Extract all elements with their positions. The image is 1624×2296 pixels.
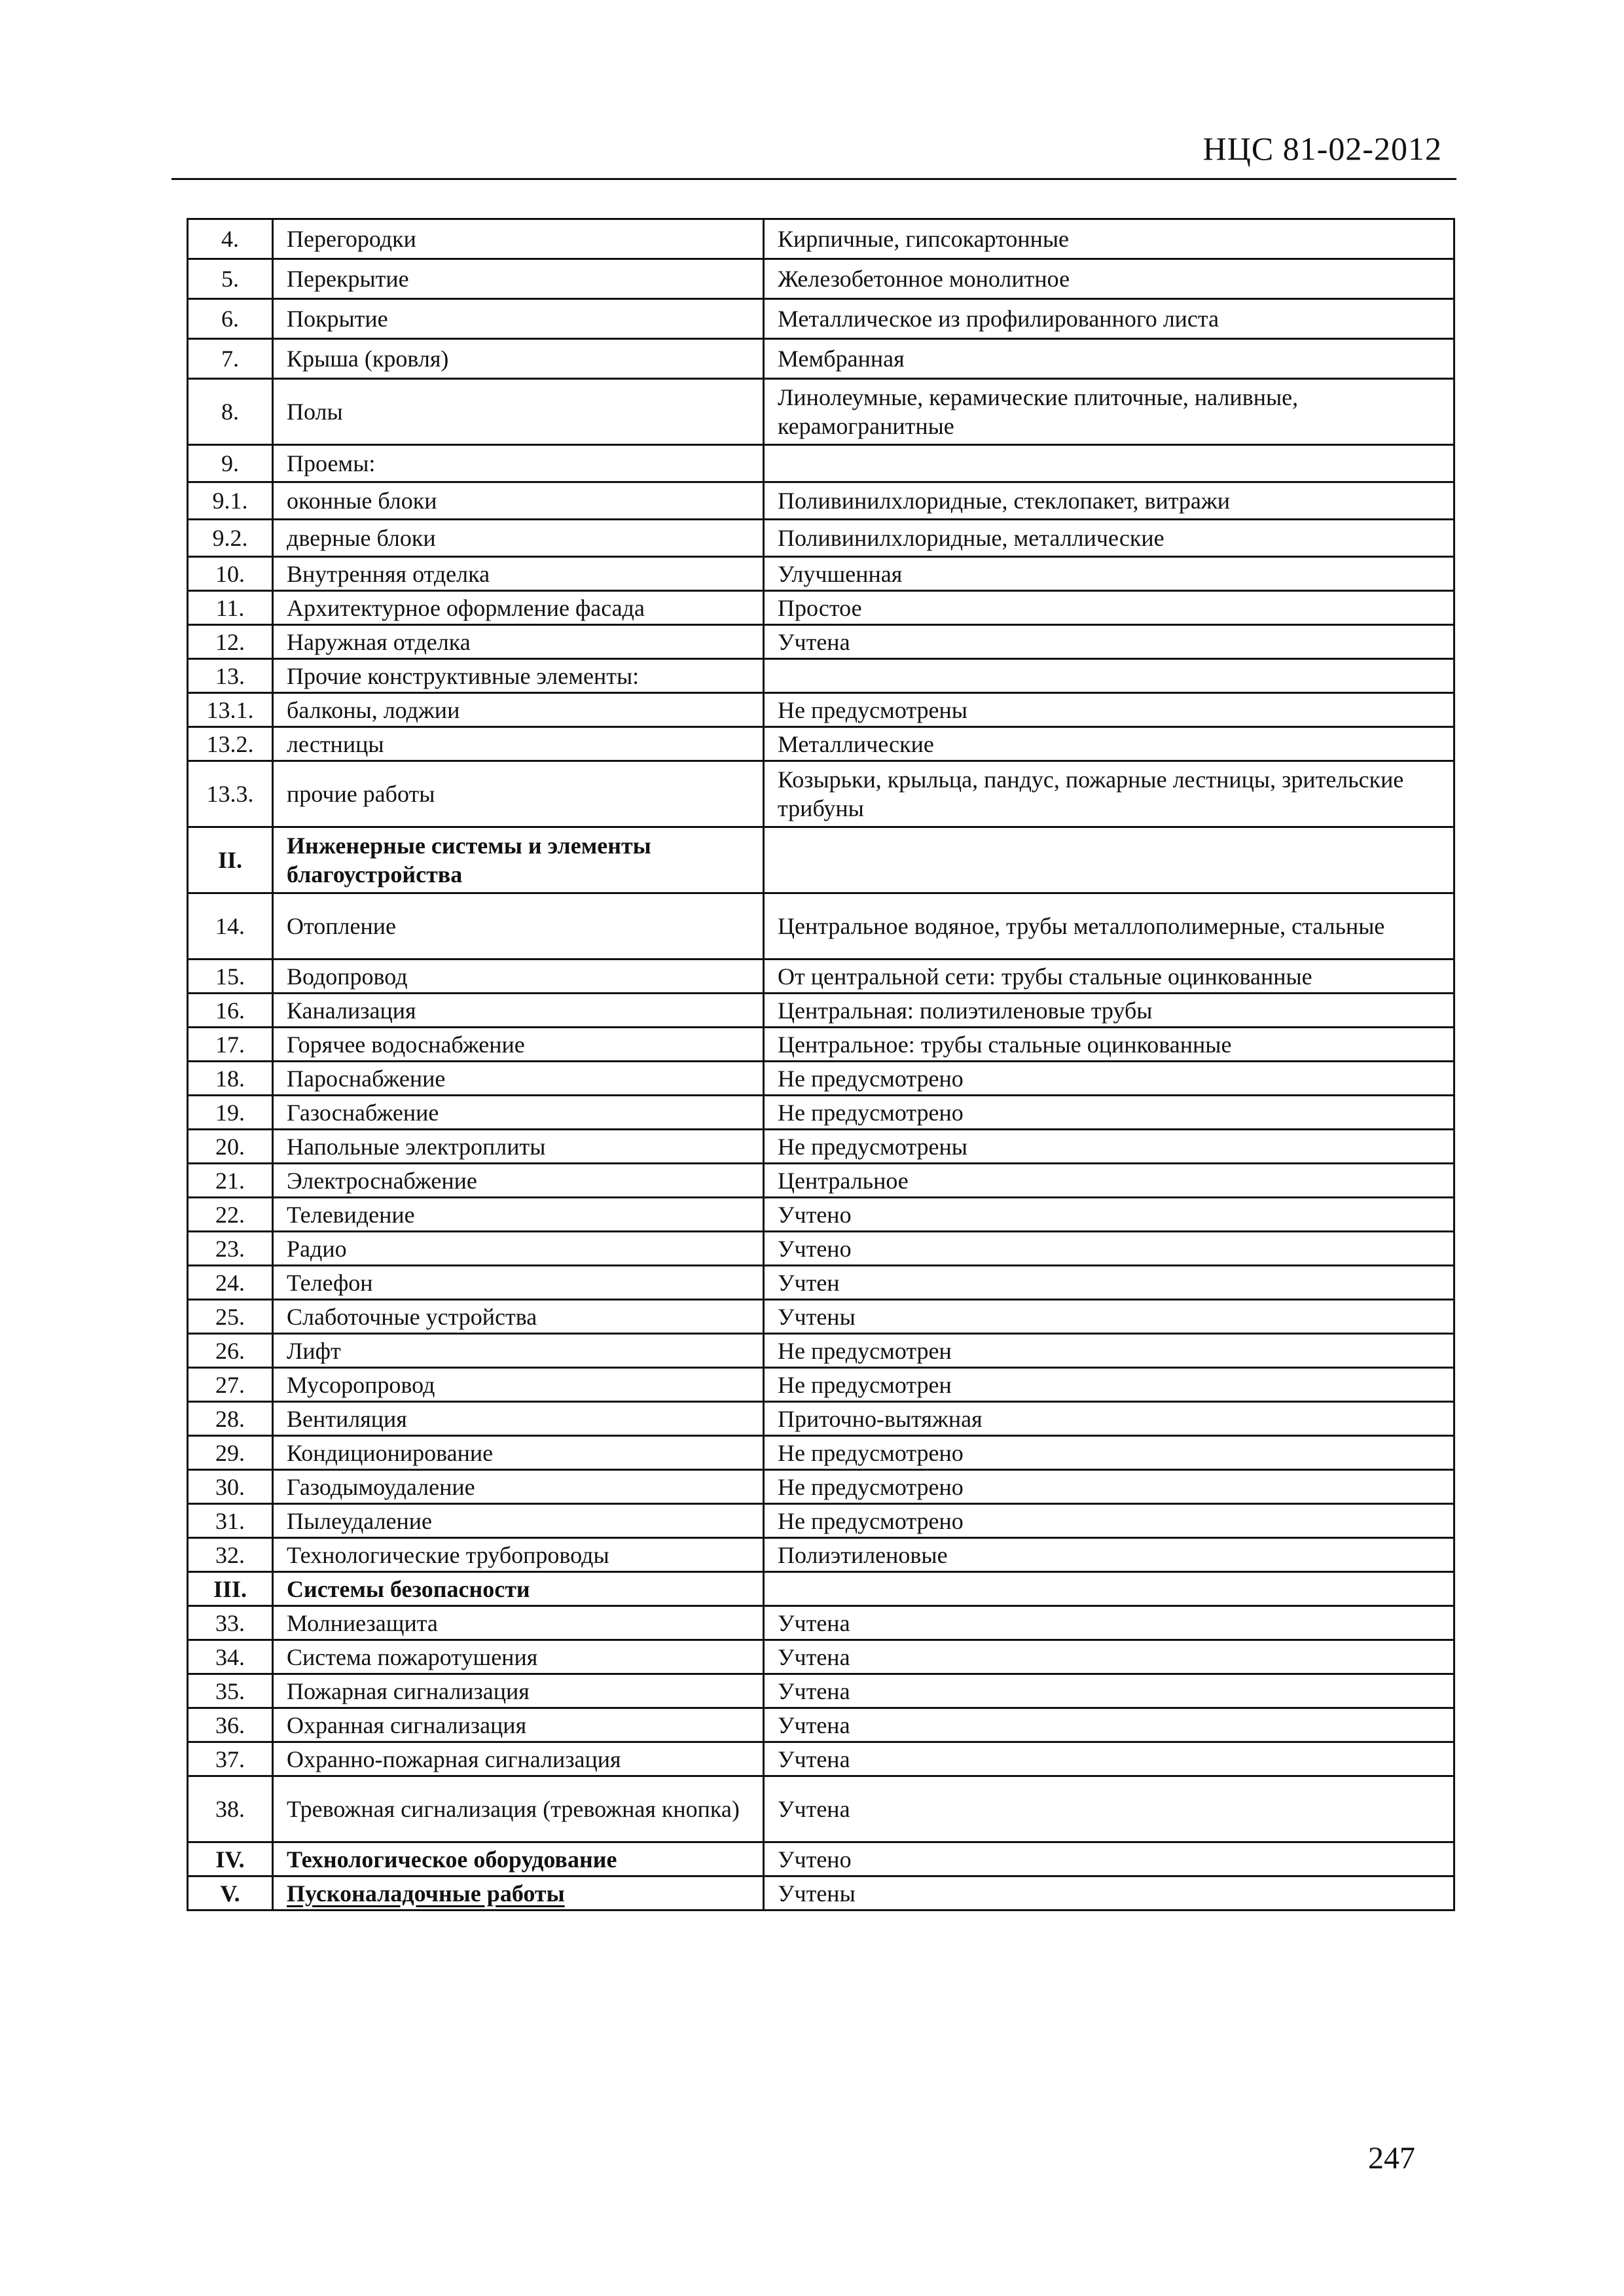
row-name: балконы, лоджии	[273, 693, 764, 727]
row-value: Не предусмотрено	[764, 1504, 1454, 1538]
specification-table	[187, 218, 1455, 1911]
row-name: Полы	[273, 379, 764, 445]
row-value: Не предусмотрено	[764, 1096, 1454, 1130]
row-name: Проемы:	[273, 445, 764, 482]
row-name: Напольные электроплиты	[273, 1130, 764, 1164]
table-row	[188, 1266, 1454, 1300]
row-name: Газодымоудаление	[273, 1470, 764, 1504]
row-name: Кондиционирование	[273, 1436, 764, 1470]
row-name: Покрытие	[273, 299, 764, 339]
row-number: 22.	[188, 1198, 273, 1232]
table-row	[188, 1606, 1454, 1640]
table-row	[188, 259, 1454, 299]
row-number: 9.1.	[188, 482, 273, 520]
row-name: Пылеудаление	[273, 1504, 764, 1538]
row-name: Прочие конструктивные элементы:	[273, 659, 764, 693]
table-row	[188, 1334, 1454, 1368]
row-name: Пусконаладочные работы	[273, 1876, 764, 1910]
table-row	[188, 482, 1454, 520]
row-value: Учтено	[764, 1232, 1454, 1266]
row-value: Центральная: полиэтиленовые трубы	[764, 994, 1454, 1028]
row-value: Учтена	[764, 1674, 1454, 1708]
row-name: Телефон	[273, 1266, 764, 1300]
row-number: III.	[188, 1572, 273, 1606]
row-value: Линолеумные, керамические плиточные, наливные, керамогранитные	[764, 379, 1454, 445]
row-value: От центральной сети: трубы стальные оцинкованные	[764, 960, 1454, 994]
row-value: Учтена	[764, 1606, 1454, 1640]
page-number: 247	[1368, 2141, 1415, 2176]
row-number: 12.	[188, 625, 273, 659]
row-number: 36.	[188, 1708, 273, 1742]
table-row	[188, 761, 1454, 827]
row-number: 17.	[188, 1028, 273, 1062]
table-row	[188, 1708, 1454, 1742]
table-row	[188, 1232, 1454, 1266]
table-row	[188, 1130, 1454, 1164]
row-number: 6.	[188, 299, 273, 339]
table-row	[188, 1842, 1454, 1876]
row-number: 29.	[188, 1436, 273, 1470]
row-value: Учтена	[764, 625, 1454, 659]
table-row	[188, 625, 1454, 659]
table-row	[188, 1674, 1454, 1708]
row-value: Учтена	[764, 1708, 1454, 1742]
row-value: Центральное	[764, 1164, 1454, 1198]
row-value: Учтена	[764, 1776, 1454, 1842]
row-value	[764, 1572, 1454, 1606]
row-name: Телевидение	[273, 1198, 764, 1232]
row-name: Радио	[273, 1232, 764, 1266]
table-row	[188, 1876, 1454, 1910]
row-name: оконные блоки	[273, 482, 764, 520]
row-number: 33.	[188, 1606, 273, 1640]
row-value: Не предусмотрены	[764, 1130, 1454, 1164]
row-number: 24.	[188, 1266, 273, 1300]
row-name: Электроснабжение	[273, 1164, 764, 1198]
row-value: Простое	[764, 591, 1454, 625]
row-number: 27.	[188, 1368, 273, 1402]
row-number: 23.	[188, 1232, 273, 1266]
row-value: Мембранная	[764, 339, 1454, 379]
row-name: Молниезащита	[273, 1606, 764, 1640]
table-row	[188, 1368, 1454, 1402]
table-row	[188, 1028, 1454, 1062]
row-name: Внутренняя отделка	[273, 557, 764, 591]
row-number: 26.	[188, 1334, 273, 1368]
row-number: 13.1.	[188, 693, 273, 727]
table-row	[188, 893, 1454, 960]
table-row	[188, 591, 1454, 625]
row-name: Тревожная сигнализация (тревожная кнопка)	[273, 1776, 764, 1842]
row-name: Система пожаротушения	[273, 1640, 764, 1674]
row-number: 21.	[188, 1164, 273, 1198]
row-value: Центральное водяное, трубы металлополимерные, стальные	[764, 893, 1454, 960]
row-value: Не предусмотрен	[764, 1334, 1454, 1368]
row-value: Учтена	[764, 1742, 1454, 1776]
table-row	[188, 1776, 1454, 1842]
table-row	[188, 994, 1454, 1028]
row-value: Металлические	[764, 727, 1454, 761]
row-value: Учтен	[764, 1266, 1454, 1300]
row-number: 7.	[188, 339, 273, 379]
table-row	[188, 659, 1454, 693]
table-row	[188, 727, 1454, 761]
row-value	[764, 827, 1454, 893]
row-name: Архитектурное оформление фасада	[273, 591, 764, 625]
table-row	[188, 1436, 1454, 1470]
specification-table-body	[188, 219, 1454, 1910]
header-divider	[171, 178, 1456, 180]
row-value: Учтено	[764, 1842, 1454, 1876]
row-value: Железобетонное монолитное	[764, 259, 1454, 299]
row-number: 5.	[188, 259, 273, 299]
row-number: 35.	[188, 1674, 273, 1708]
row-name: Наружная отделка	[273, 625, 764, 659]
row-name: Мусоропровод	[273, 1368, 764, 1402]
row-name: Перегородки	[273, 219, 764, 259]
table-row	[188, 1640, 1454, 1674]
row-value: Кирпичные, гипсокартонные	[764, 219, 1454, 259]
row-value: Учтено	[764, 1198, 1454, 1232]
row-value: Поливинилхлоридные, стеклопакет, витражи	[764, 482, 1454, 520]
row-value: Приточно-вытяжная	[764, 1402, 1454, 1436]
row-number: 9.	[188, 445, 273, 482]
row-number: 32.	[188, 1538, 273, 1572]
row-name: Водопровод	[273, 960, 764, 994]
row-value	[764, 445, 1454, 482]
table-row	[188, 1402, 1454, 1436]
row-name: Охранная сигнализация	[273, 1708, 764, 1742]
row-name: Системы безопасности	[273, 1572, 764, 1606]
table-row	[188, 960, 1454, 994]
row-number: IV.	[188, 1842, 273, 1876]
row-name: Слаботочные устройства	[273, 1300, 764, 1334]
row-name: Инженерные системы и элементы благоустройства	[273, 827, 764, 893]
row-number: II.	[188, 827, 273, 893]
table-row	[188, 339, 1454, 379]
document-code: НЦС 81-02-2012	[1202, 130, 1442, 167]
row-number: 30.	[188, 1470, 273, 1504]
row-value	[764, 659, 1454, 693]
row-name: Горячее водоснабжение	[273, 1028, 764, 1062]
row-name: Вентиляция	[273, 1402, 764, 1436]
row-number: 14.	[188, 893, 273, 960]
row-value: Не предусмотрены	[764, 693, 1454, 727]
row-name: дверные блоки	[273, 520, 764, 557]
table-row	[188, 520, 1454, 557]
row-number: 31.	[188, 1504, 273, 1538]
row-value: Не предусмотрено	[764, 1470, 1454, 1504]
row-number: 9.2.	[188, 520, 273, 557]
table-row	[188, 693, 1454, 727]
row-name: Перекрытие	[273, 259, 764, 299]
table-row	[188, 379, 1454, 445]
table-row	[188, 1470, 1454, 1504]
table-row	[188, 1504, 1454, 1538]
row-number: 25.	[188, 1300, 273, 1334]
table-row	[188, 1164, 1454, 1198]
row-name: Технологическое оборудование	[273, 1842, 764, 1876]
row-number: 10.	[188, 557, 273, 591]
table-row	[188, 557, 1454, 591]
row-number: 20.	[188, 1130, 273, 1164]
row-value: Не предусмотрено	[764, 1062, 1454, 1096]
row-number: 4.	[188, 219, 273, 259]
row-number: 13.3.	[188, 761, 273, 827]
row-value: Учтена	[764, 1640, 1454, 1674]
table-row	[188, 1742, 1454, 1776]
row-number: 19.	[188, 1096, 273, 1130]
row-name: Охранно-пожарная сигнализация	[273, 1742, 764, 1776]
row-name: Технологические трубопроводы	[273, 1538, 764, 1572]
table-row	[188, 299, 1454, 339]
row-name: Пожарная сигнализация	[273, 1674, 764, 1708]
row-value: Центральное: трубы стальные оцинкованные	[764, 1028, 1454, 1062]
row-name: прочие работы	[273, 761, 764, 827]
table-row	[188, 1300, 1454, 1334]
row-name: Крыша (кровля)	[273, 339, 764, 379]
row-number: 37.	[188, 1742, 273, 1776]
row-number: 34.	[188, 1640, 273, 1674]
table-row	[188, 1538, 1454, 1572]
row-number: 13.	[188, 659, 273, 693]
row-number: 38.	[188, 1776, 273, 1842]
row-value: Металлическое из профилированного листа	[764, 299, 1454, 339]
row-number: 13.2.	[188, 727, 273, 761]
row-number: 15.	[188, 960, 273, 994]
table-row	[188, 827, 1454, 893]
row-number: 18.	[188, 1062, 273, 1096]
row-name: Лифт	[273, 1334, 764, 1368]
row-number: 8.	[188, 379, 273, 445]
row-name: Газоснабжение	[273, 1096, 764, 1130]
row-value: Улучшенная	[764, 557, 1454, 591]
row-number: 16.	[188, 994, 273, 1028]
row-number: V.	[188, 1876, 273, 1910]
row-value: Полиэтиленовые	[764, 1538, 1454, 1572]
table-row	[188, 1198, 1454, 1232]
table-row	[188, 219, 1454, 259]
row-name: Канализация	[273, 994, 764, 1028]
table-row	[188, 1096, 1454, 1130]
row-value: Учтены	[764, 1300, 1454, 1334]
table-row	[188, 1062, 1454, 1096]
row-value: Козырьки, крыльца, пандус, пожарные лестницы, зрительские трибуны	[764, 761, 1454, 827]
row-value: Не предусмотрено	[764, 1436, 1454, 1470]
row-name: лестницы	[273, 727, 764, 761]
table-row	[188, 1572, 1454, 1606]
row-value: Не предусмотрен	[764, 1368, 1454, 1402]
row-name: Пароснабжение	[273, 1062, 764, 1096]
row-name: Отопление	[273, 893, 764, 960]
table-row	[188, 445, 1454, 482]
row-number: 11.	[188, 591, 273, 625]
row-value: Учтены	[764, 1876, 1454, 1910]
row-value: Поливинилхлоридные, металлические	[764, 520, 1454, 557]
row-number: 28.	[188, 1402, 273, 1436]
